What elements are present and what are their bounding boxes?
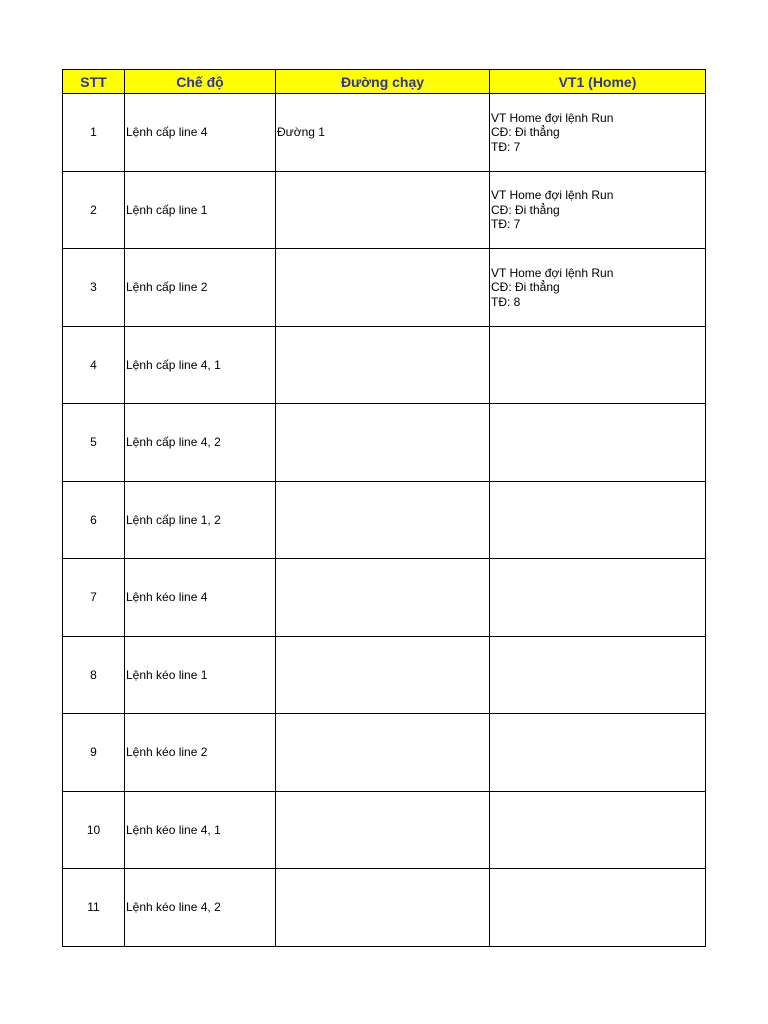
cell-mode[interactable]: Lệnh kéo line 4 bbox=[125, 559, 276, 637]
cell-stt[interactable]: 8 bbox=[63, 636, 125, 714]
cell-stt[interactable]: 9 bbox=[63, 714, 125, 792]
cell-vt1[interactable] bbox=[490, 481, 706, 559]
header-vt1[interactable]: VT1 (Home) bbox=[490, 70, 706, 94]
cell-stt[interactable]: 11 bbox=[63, 869, 125, 947]
cell-vt1[interactable] bbox=[490, 636, 706, 714]
cell-route[interactable] bbox=[276, 869, 490, 947]
cell-stt[interactable]: 2 bbox=[63, 171, 125, 249]
cell-vt1-line: TĐ: 7 bbox=[491, 217, 521, 231]
cell-vt1[interactable] bbox=[490, 714, 706, 792]
cell-stt[interactable]: 6 bbox=[63, 481, 125, 559]
cell-vt1[interactable] bbox=[490, 869, 706, 947]
table-row bbox=[63, 869, 706, 947]
cell-route[interactable] bbox=[276, 559, 490, 637]
header-mode[interactable]: Chế độ bbox=[125, 70, 276, 94]
cell-vt1[interactable] bbox=[490, 791, 706, 869]
cell-mode[interactable]: Lệnh cấp line 1, 2 bbox=[125, 481, 276, 559]
table-row bbox=[63, 249, 706, 327]
table-row bbox=[63, 404, 706, 482]
table-row bbox=[63, 481, 706, 559]
cell-vt1[interactable] bbox=[490, 404, 706, 482]
cell-mode[interactable]: Lệnh kéo line 2 bbox=[125, 714, 276, 792]
cell-vt1[interactable] bbox=[490, 559, 706, 637]
cell-route[interactable]: Đường 1 bbox=[276, 94, 490, 172]
cell-mode[interactable]: Lệnh cấp line 2 bbox=[125, 249, 276, 327]
table-row bbox=[63, 171, 706, 249]
cell-route[interactable] bbox=[276, 404, 490, 482]
cell-vt1-line: CĐ: Đi thẳng bbox=[491, 280, 560, 294]
cell-mode[interactable]: Lệnh kéo line 4, 2 bbox=[125, 869, 276, 947]
cell-vt1-line: CĐ: Đi thẳng bbox=[491, 202, 560, 217]
table-row bbox=[63, 559, 706, 637]
cell-route[interactable] bbox=[276, 171, 490, 249]
table-row bbox=[63, 791, 706, 869]
cell-mode[interactable]: Lệnh kéo line 4, 1 bbox=[125, 791, 276, 869]
cell-route[interactable] bbox=[276, 326, 490, 404]
cell-stt[interactable]: 5 bbox=[63, 404, 125, 482]
table-row bbox=[63, 326, 706, 404]
cell-vt1[interactable] bbox=[490, 326, 706, 404]
cell-vt1[interactable] bbox=[490, 171, 706, 249]
cell-route[interactable] bbox=[276, 249, 490, 327]
header-stt[interactable]: STT bbox=[63, 70, 125, 94]
cell-vt1-line: CĐ: Đi thẳng bbox=[491, 125, 560, 139]
cell-route[interactable] bbox=[276, 714, 490, 792]
cell-vt1-line: VT Home đợi lệnh Run bbox=[491, 110, 614, 125]
cell-mode[interactable]: Lệnh cấp line 4, 1 bbox=[125, 326, 276, 404]
cell-mode[interactable]: Lệnh kéo line 1 bbox=[125, 636, 276, 714]
table-row bbox=[63, 94, 706, 172]
header-route[interactable]: Đường chạy bbox=[276, 70, 490, 94]
cell-stt[interactable]: 1 bbox=[63, 94, 125, 172]
cell-route[interactable] bbox=[276, 791, 490, 869]
cell-mode[interactable]: Lệnh cấp line 4, 2 bbox=[125, 404, 276, 482]
cell-stt[interactable]: 3 bbox=[63, 249, 125, 327]
table-body bbox=[63, 94, 706, 947]
command-table bbox=[62, 69, 706, 947]
cell-route[interactable] bbox=[276, 481, 490, 559]
cell-stt[interactable]: 10 bbox=[63, 791, 125, 869]
cell-vt1-line: VT Home đợi lệnh Run bbox=[491, 265, 614, 280]
cell-vt1[interactable] bbox=[490, 249, 706, 327]
cell-stt[interactable]: 4 bbox=[63, 326, 125, 404]
cell-route[interactable] bbox=[276, 636, 490, 714]
cell-vt1-line: TĐ: 8 bbox=[491, 294, 521, 309]
header-row bbox=[63, 70, 706, 94]
cell-stt[interactable]: 7 bbox=[63, 559, 125, 637]
table-row bbox=[63, 636, 706, 714]
cell-mode[interactable]: Lệnh cấp line 1 bbox=[125, 171, 276, 249]
cell-mode[interactable]: Lệnh cấp line 4 bbox=[125, 94, 276, 172]
cell-vt1-line: VT Home đợi lệnh Run bbox=[491, 188, 614, 202]
table-row bbox=[63, 714, 706, 792]
cell-vt1[interactable] bbox=[490, 94, 706, 172]
cell-vt1-line: TĐ: 7 bbox=[491, 139, 521, 154]
